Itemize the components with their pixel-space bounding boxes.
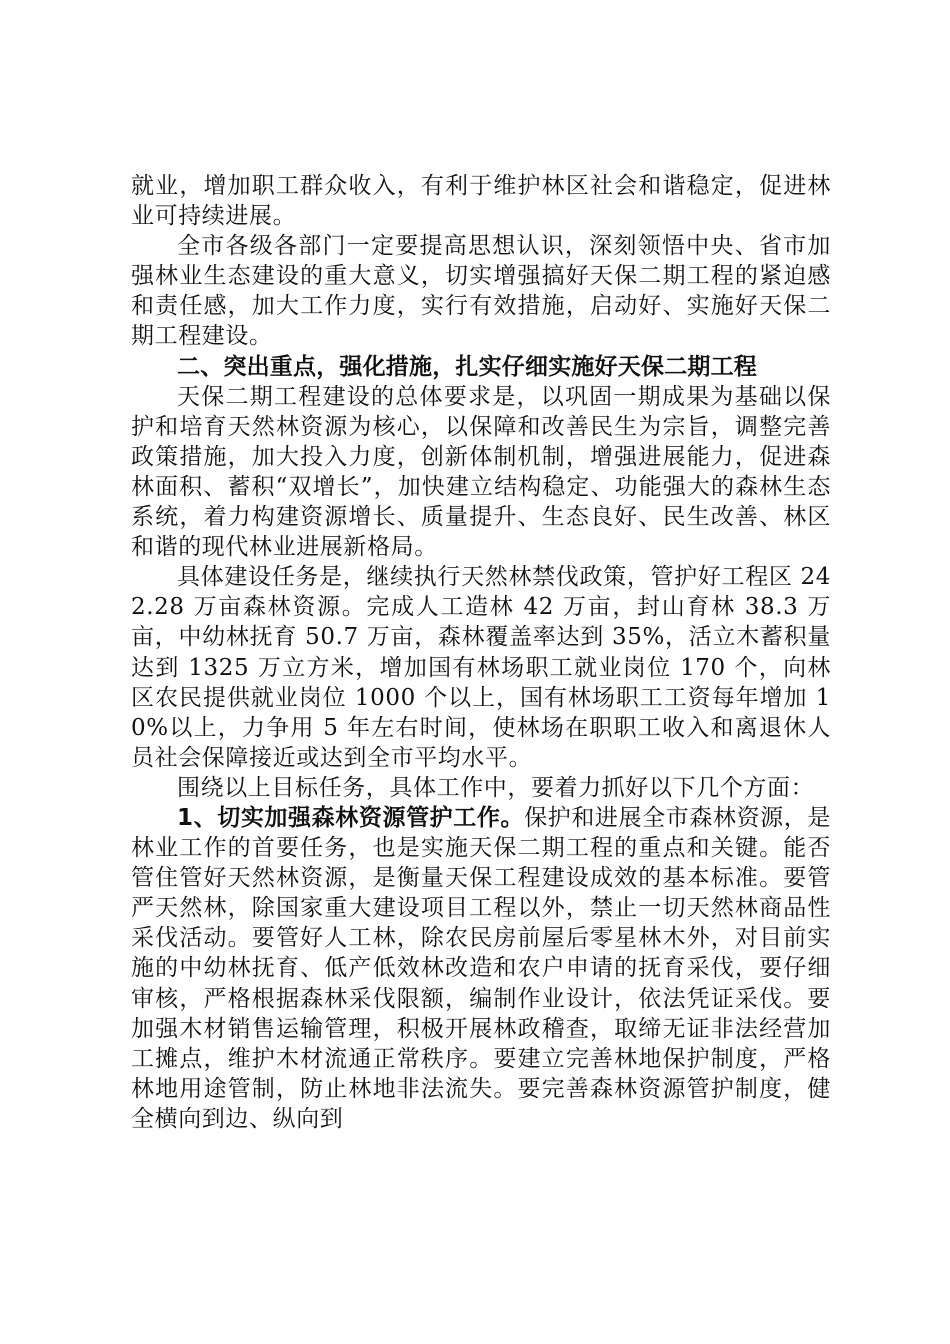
paragraph-focus-areas: 围绕以上目标任务，具体工作中，要着力抓好以下几个方面：	[177, 774, 815, 801]
document-page	[131, 171, 831, 1134]
paragraph-construction-tasks: 具体建设任务是，继续执行天然林禁伐政策，管护好工程区 242.28 万亩森林资源。完成人工造林 42 万亩，封山育林 38.3 万亩，中幼林抚育 50.7 万亩，森林覆盖率达到 35%，活立木蓄积量达到 1325 万立方米，增加国有林场职工就业岗位 170 个，向林区农民提供就业岗位 1000 个以上，国有林场职工工资每年增加 10%以上，力争用 5 年左右时间，使林场在职职工收入和离退休人员社会保障接近或达到全市平均水平。	[131, 564, 831, 771]
item-1-body: 保护和进展全市森林资源，是林业工作的首要任务，也是实施天保二期工程的重点和关键。能否管住管好天然林资源，是衡量天保工程建设成效的基本标准。要管严天然林，除国家重大建设项目工程以外，禁止一切天然林商品性采伐活动。要管好人工林，除农民房前屋后零星林木外，对目前实施的中幼林抚育、低产低效林改造和农户申请的抚育采伐，要仔细审核，严格根据森林采伐限额，编制作业设计，依法凭证采伐。要加强木材销售运输管理，积极开展林政稽查，取缔无证非法经营加工摊点，维护木材流通正常秩序。要建立完善林地保护制度，严格林地用途管制，防止林地非法流失。要完善森林资源管护制度，健全横向到边、纵向到	[131, 804, 831, 1132]
paragraph-employment: 就业，增加职工群众收入，有利于维护林区社会和谐稳定，促进林业可持续进展。	[131, 173, 831, 230]
item-1-lead: 1、切实加强森林资源管护工作。	[177, 804, 525, 831]
section-heading-2: 二、突出重点，强化措施，扎实仔细实施好天保二期工程	[177, 353, 757, 380]
paragraph-resource-protection	[131, 803, 831, 1134]
paragraph-general-requirements: 天保二期工程建设的总体要求是，以巩固一期成果为基础以保护和培育天然林资源为核心，以保障和改善民生为宗旨，调整完善政策措施，加大投入力度，创新体制机制，增强进展能力，促进森林面积、蓄积“双增长”，加快建立结构稳定、功能强大的森林生态系统，着力构建资源增长、质量提升、生态良好、民生改善、林区和谐的现代林业进展新格局。	[131, 383, 831, 561]
paragraph-awareness: 全市各级各部门一定要提高思想认识，深刻领悟中央、省市加强林业生态建设的重大意义，切实增强搞好天保二期工程的紧迫感和责任感，加大工作力度，实行有效措施，启动好、实施好天保二期工程建设。	[131, 233, 831, 350]
